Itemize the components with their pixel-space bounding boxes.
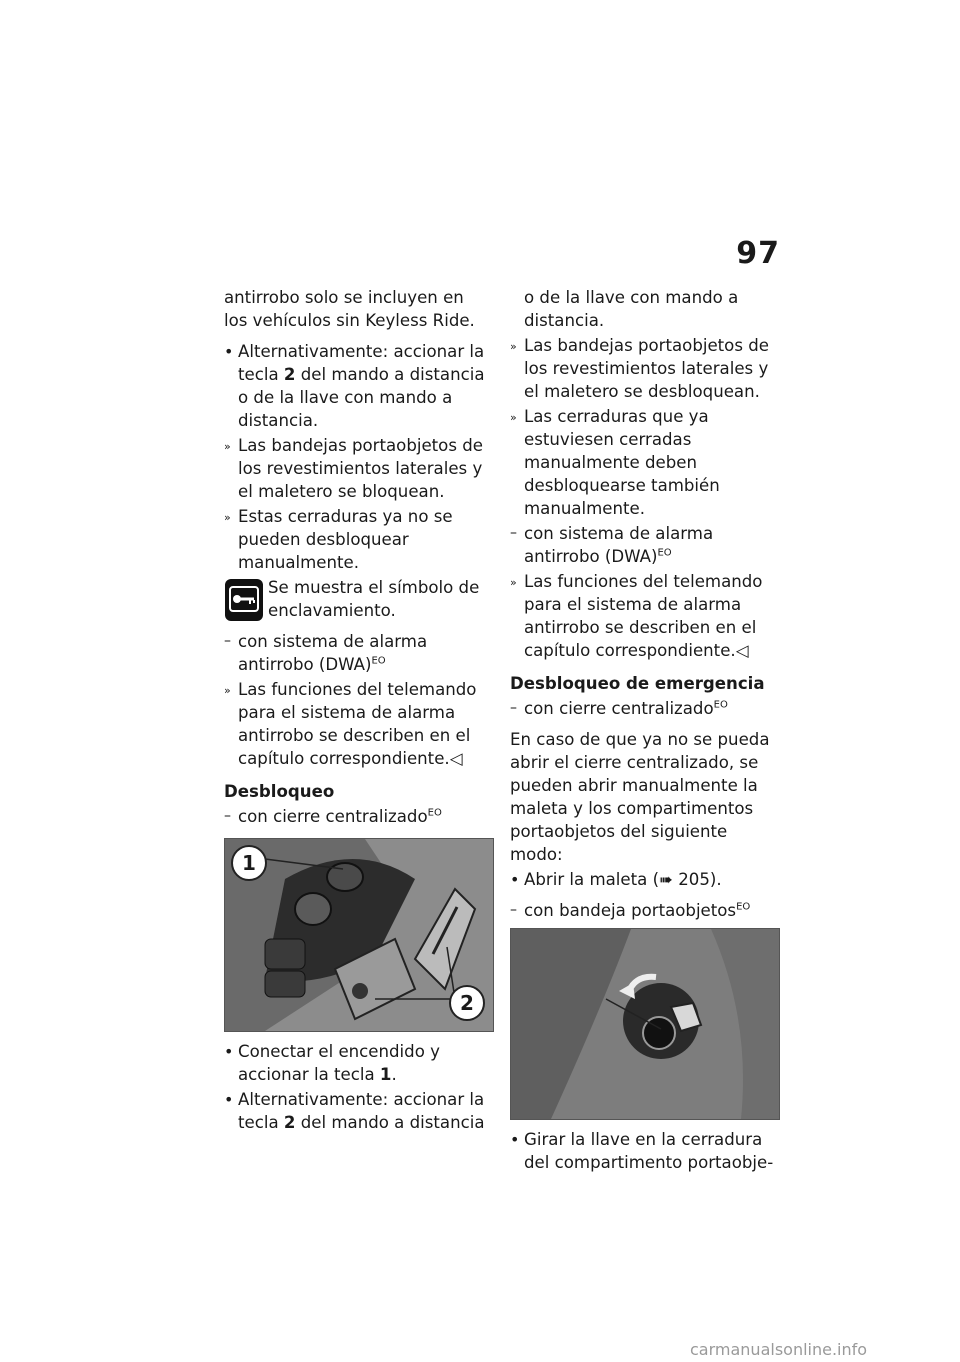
dash-icon: –	[224, 808, 231, 824]
tray-lock-illustration	[510, 928, 780, 1120]
list-item-step: • Abrir la maleta (➠ 205).	[510, 870, 722, 889]
result-item: » Estas cerraduras ya no se pueden desbloquear manualmente.	[224, 507, 453, 572]
section-heading: Desbloqueo de emergencia	[510, 674, 765, 693]
end-mark-icon: ◁	[735, 641, 749, 660]
page-ref-arrow-icon: ➠	[659, 870, 673, 889]
tray-lock-drawing	[511, 929, 779, 1119]
list-item-alternative: • Alternativamente: accionar la tecla 2 del mando a distancia o de la llave con mando a distancia.	[224, 342, 485, 430]
bullet-icon: •	[224, 1042, 234, 1061]
result-arrow-icon: »	[510, 576, 517, 589]
watermark: carmanualsonline.info	[690, 1340, 868, 1359]
result-arrow-icon: »	[224, 684, 231, 697]
page-number: 97	[736, 236, 780, 271]
callout-2: 2	[449, 985, 485, 1021]
condition-item: – con sistema de alarma antirrobo (DWA)$^{EO}$	[224, 632, 428, 674]
left-column	[224, 286, 492, 1136]
list-item-step: • Alternativamente: accionar la tecla 2 del mando a distancia	[224, 1090, 485, 1132]
bullet-icon: •	[224, 1090, 234, 1109]
result-item: » Las bandejas portaobjetos de los revestimientos laterales y el maletero se desbloquean.	[510, 336, 770, 401]
condition-item: – con cierre centralizado$^{EO}$	[510, 699, 728, 718]
dash-icon: –	[510, 902, 517, 918]
bullet-icon: •	[510, 870, 520, 889]
lock-symbol-note	[224, 576, 492, 622]
bullet-icon: •	[224, 342, 234, 361]
result-arrow-icon: »	[224, 440, 231, 453]
result-item: » Las cerraduras que ya estuviesen cerradas manualmente deben desbloquearse también manualmente.	[510, 407, 720, 518]
dash-icon: –	[510, 525, 517, 541]
result-item: » Las bandejas portaobjetos de los revestimientos laterales y el maletero se bloquean.	[224, 436, 484, 501]
continued-text: o de la llave con mando a distancia.	[524, 288, 739, 330]
result-item: » Las funciones del telemando para el sistema de alarma antirrobo se describen en el capítulo correspondiente.◁	[510, 572, 763, 660]
list-item-step: • Conectar el encendido y accionar la tecla 1.	[224, 1042, 440, 1084]
lock-symbol-text: Se muestra el símbolo de enclavamiento.	[268, 578, 480, 620]
result-arrow-icon: »	[510, 340, 517, 353]
dash-icon: –	[510, 700, 517, 716]
intro-paragraph: antirrobo solo se incluyen en los vehículos sin Keyless Ride.	[224, 288, 475, 330]
result-arrow-icon: »	[224, 511, 231, 524]
callout-1: 1	[231, 845, 267, 881]
condition-item: – con bandeja portaobjetos$^{EO}$	[510, 901, 751, 920]
section-heading: Desbloqueo	[224, 782, 335, 801]
right-column	[510, 286, 782, 1176]
handlebar-remote-illustration	[224, 838, 494, 1032]
condition-item: – con cierre centralizado$^{EO}$	[224, 807, 442, 826]
list-item-step: • Girar la llave en la cerradura del compartimento portaobje-	[510, 1130, 774, 1172]
bullet-icon: •	[510, 1130, 520, 1149]
emergency-paragraph: En caso de que ya no se pueda abrir el cierre centralizado, se pueden abrir manualmente la maleta y los compartimentos portaobjetos del siguiente modo:	[510, 730, 770, 864]
dash-icon: –	[224, 633, 231, 649]
result-arrow-icon: »	[510, 411, 517, 424]
end-mark-icon: ◁	[449, 749, 463, 768]
condition-item: – con sistema de alarma antirrobo (DWA)$^{EO}$	[510, 524, 714, 566]
result-item: » Las funciones del telemando para el sistema de alarma antirrobo se describen en el capítulo correspondiente.◁	[224, 680, 477, 768]
lock-symbol-icon	[224, 578, 264, 622]
